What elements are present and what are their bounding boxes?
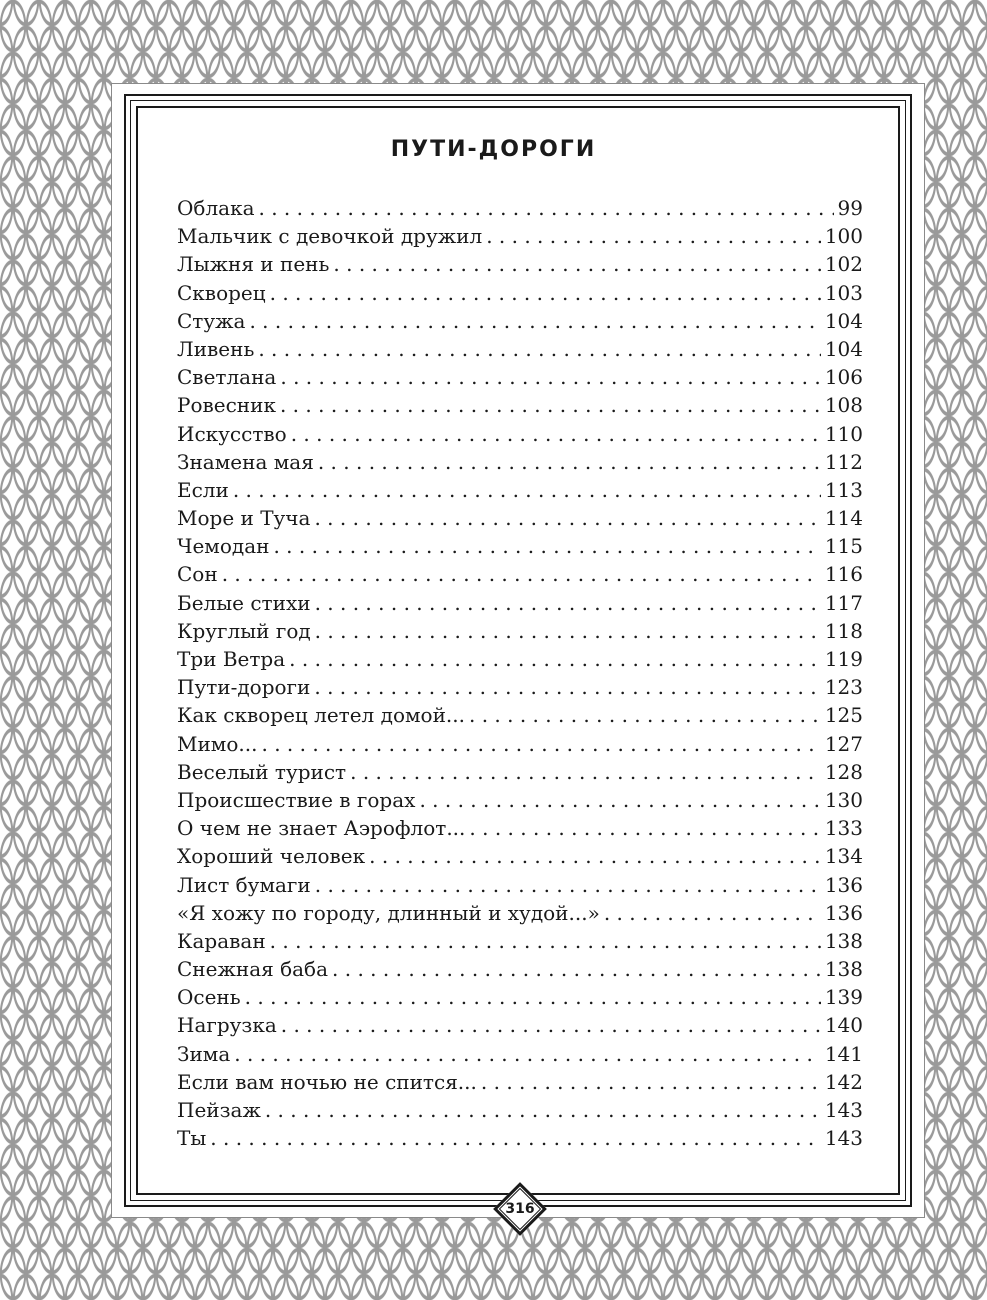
toc-dot-leader [291,420,821,448]
toc-entry-title: Если вам ночью не спится... [177,1069,477,1094]
toc-entry[interactable] [177,871,863,899]
toc-dot-leader [314,504,820,532]
toc-entry[interactable] [177,927,863,955]
page-number-badge [493,1182,549,1238]
toc-entry-title: О чем не знает Аэрофлот... [177,816,466,841]
toc-entry-page: 128 [824,759,863,784]
toc-entry[interactable] [177,391,863,419]
toc-entry-page: 114 [824,506,863,531]
toc-entry-page: 130 [824,787,863,812]
toc-entry-title: Пейзаж [177,1098,261,1122]
toc-entry-title: Знамена мая [177,449,314,474]
toc-entry[interactable] [177,758,863,786]
toc-entry-page: 134 [824,844,863,869]
toc-entry-page: 136 [824,900,863,925]
toc-entry-page: 110 [824,421,863,446]
toc-entry-page: 119 [824,647,863,671]
toc-entry[interactable] [177,899,863,927]
toc-entry-title: Как скворец летел домой... [177,703,465,728]
toc-dot-leader [234,1040,821,1068]
toc-entry[interactable] [177,560,863,588]
toc-entry-title: Круглый год [177,618,311,643]
toc-entry-page: 108 [824,393,863,418]
toc-dot-leader [369,842,821,870]
toc-entry[interactable] [177,335,863,363]
toc-entry[interactable] [177,1068,863,1096]
section-title: ПУТИ-ДОРОГИ [390,137,597,162]
toc-entry-title: Караван [177,928,266,953]
toc-entry[interactable] [177,504,863,532]
toc-entry-title: Снежная баба [177,957,329,982]
toc-entry-title: Лист бумаги [177,872,311,897]
toc-entry[interactable] [177,476,863,504]
toc-entry-page: 113 [824,477,863,502]
toc-entry-title: Скворец [177,280,266,305]
toc-entry-page: 141 [824,1041,863,1066]
toc-entry[interactable] [177,279,863,307]
toc-entry-page: 118 [824,618,863,643]
toc-entry-title: Мимо... [177,731,258,756]
toc-entry-page: 133 [824,816,863,841]
toc-dot-leader [270,927,821,955]
toc-entry[interactable] [177,532,863,560]
toc-dot-leader [315,871,821,899]
toc-dot-leader [210,1124,821,1152]
toc-dot-leader [281,1011,821,1039]
toc-entry-title: Веселый турист [177,759,347,784]
toc-dot-leader [604,899,821,927]
toc-entry-page: 125 [824,703,863,728]
toc-dot-leader [315,617,821,645]
toc-entry[interactable] [177,194,863,222]
toc-entry[interactable] [177,730,863,758]
toc-dot-leader [332,955,821,983]
toc-entry[interactable] [177,673,863,701]
toc-entry-title: Лыжня и пень [177,252,330,277]
toc-entry-page: 140 [824,1013,863,1038]
toc-entry-page: 104 [824,336,863,361]
toc-entry-page: 136 [824,872,863,897]
toc-entry-title: Сон [177,562,218,587]
toc-dot-leader [258,335,820,363]
toc-entry-title: Зима [177,1041,231,1066]
toc-entry-title: Ливень [177,336,255,361]
toc-dot-leader [249,307,820,335]
toc-entry[interactable] [177,222,863,250]
toc-entry-page: 103 [824,280,863,305]
toc-entry-title: Пути-дороги [177,675,311,700]
toc-dot-leader [469,814,820,842]
toc-entry-title: Если [177,477,229,502]
toc-dot-leader [222,560,821,588]
toc-dot-leader [350,758,821,786]
toc-dot-leader [245,983,821,1011]
toc-entry[interactable] [177,814,863,842]
toc-entry-title: Стужа [177,308,246,333]
toc-entry-page: 99 [837,196,863,220]
toc-entry-page: 104 [824,308,863,333]
table-of-contents [177,194,863,1152]
toc-dot-leader [333,250,820,278]
toc-entry-title: Море и Туча [177,506,311,531]
toc-entry[interactable] [177,1124,863,1152]
toc-entry[interactable] [177,842,863,870]
toc-entry-title: «Я хожу по городу, длинный и худой...» [177,900,600,925]
toc-dot-leader [270,279,821,307]
toc-entry-page: 123 [824,675,863,700]
toc-entry-page: 112 [824,449,863,474]
toc-dot-leader [265,1096,821,1124]
toc-entry[interactable] [177,1011,863,1039]
toc-entry-title: Хороший человек [177,844,366,869]
toc-dot-leader [280,363,820,391]
toc-entry[interactable] [177,955,863,983]
toc-dot-leader [318,448,821,476]
toc-entry-page: 139 [824,985,863,1010]
toc-entry-page: 142 [824,1069,863,1094]
toc-entry-title: Чемодан [177,534,270,559]
toc-entry-page: 102 [824,252,863,277]
toc-entry[interactable] [177,1040,863,1068]
toc-entry[interactable] [177,363,863,391]
toc-entry-title: Белые стихи [177,590,311,615]
toc-dot-leader [481,1068,821,1096]
toc-entry[interactable] [177,250,863,278]
toc-dot-leader [289,645,821,673]
toc-entry-page: 143 [824,1126,863,1151]
toc-entry-page: 127 [824,731,863,756]
toc-entry[interactable] [177,1096,863,1124]
toc-entry-title: Ровесник [177,393,276,418]
toc-entry-page: 116 [824,562,863,587]
toc-dot-leader [280,391,821,419]
toc-entry-page: 106 [824,365,863,390]
toc-entry-title: Осень [177,985,241,1010]
toc-entry-title: Мальчик с девочкой дружил [177,224,483,249]
toc-dot-leader [486,222,821,250]
toc-entry-page: 138 [824,928,863,953]
toc-entry[interactable] [177,701,863,729]
toc-entry-page: 117 [824,590,863,615]
page-number: 316 [505,1201,535,1217]
toc-entry[interactable] [177,617,863,645]
toc-dot-leader [273,532,820,560]
toc-entry[interactable] [177,307,863,335]
toc-entry[interactable] [177,786,863,814]
toc-dot-leader [315,589,821,617]
toc-entry-title: Нагрузка [177,1013,277,1038]
toc-dot-leader [469,701,821,729]
toc-entry-title: Происшествие в горах [177,787,416,812]
toc-entry-page: 100 [824,224,863,249]
toc-entry-page: 143 [824,1098,863,1122]
toc-dot-leader [233,476,821,504]
toc-dot-leader [419,786,820,814]
toc-dot-leader [261,730,820,758]
toc-entry-title: Ты [177,1126,207,1151]
toc-entry[interactable] [177,448,863,476]
toc-entry-page: 115 [824,534,863,559]
toc-entry-page: 138 [824,957,863,982]
toc-entry[interactable] [177,983,863,1011]
toc-entry-title: Облака [177,196,255,220]
toc-entry-title: Светлана [177,365,277,390]
toc-entry[interactable] [177,589,863,617]
toc-entry[interactable] [177,645,863,673]
toc-dot-leader [314,673,820,701]
toc-entry[interactable] [177,420,863,448]
toc-entry-title: Искусство [177,421,287,446]
toc-dot-leader [259,194,834,222]
toc-entry-title: Три Ветра [177,647,286,671]
